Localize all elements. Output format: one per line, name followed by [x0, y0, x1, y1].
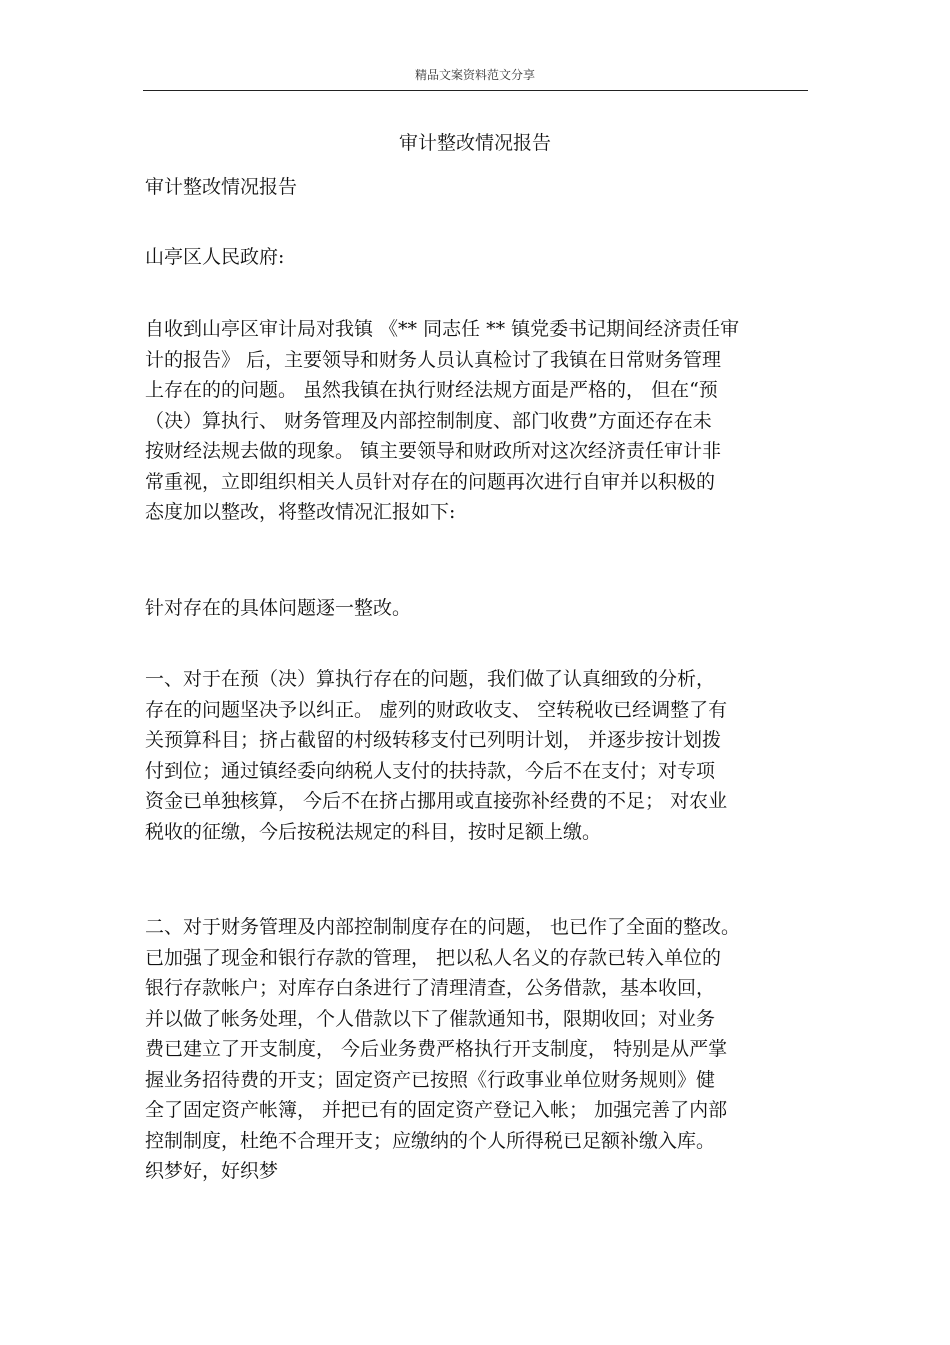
section-1-line: 付到位；通过镇经委向纳税人支付的扶持款，今后不在支付；对专项 — [145, 759, 716, 782]
section-2-line: 握业务招待费的开支；固定资产已按照《行政事业单位财务规则》健 — [145, 1068, 716, 1091]
lead-paragraph — [145, 593, 810, 624]
intro-paragraph — [145, 314, 810, 528]
intro-line: 计的报告》 后，主要领导和财务人员认真检讨了我镇在日常财务管理 — [145, 348, 722, 371]
intro-line: （决）算执行、 财务管理及内部控制制度、部门收费”方面还存在未 — [145, 409, 712, 432]
header-divider — [143, 90, 808, 91]
salutation-line: 山亭区人民政府: — [145, 246, 285, 268]
section-2-line: 银行存款帐户；对库存白条进行了清理清查，公务借款，基本收回， — [145, 977, 716, 999]
intro-line: 上存在的的问题。 虽然我镇在执行财经法规方面是严格的， 但在“预 — [145, 379, 718, 401]
section-2-line: 控制制度，杜绝不合理开支；应缴纳的个人所得税已足额补缴入库。 — [145, 1129, 716, 1152]
section-1-line: 存在的问题坚决予以纠正。 虚列的财政收支、 空转税收已经调整了有 — [145, 698, 728, 721]
section-1-paragraph — [145, 664, 810, 847]
section-1-line: 税收的征缴，今后按税法规定的科目，按时足额上缴。 — [145, 820, 602, 843]
intro-line: 按财经法规去做的现象。 镇主要领导和财政所对这次经济责任审计非 — [145, 440, 722, 462]
document-subtitle — [145, 172, 810, 203]
page-header: 精品文案资料范文分享 — [414, 68, 535, 82]
lead-line: 针对存在的具体问题逐一整改。 — [145, 597, 412, 619]
section-1-line: 一、对于在预（决）算执行存在的问题，我们做了认真细致的分析， — [145, 668, 716, 690]
section-2-line: 费已建立了开支制度， 今后业务费严格执行开支制度， 特别是从严掌 — [145, 1038, 728, 1060]
subtitle-line: 审计整改情况报告 — [145, 176, 298, 198]
intro-line: 常重视，立即组织相关人员针对存在的问题再次进行自审并以积极的 — [145, 470, 716, 493]
section-1-line: 关预算科目；挤占截留的村级转移支付已列明计划， 并逐步按计划拨 — [145, 729, 722, 751]
section-2-line: 已加强了现金和银行存款的管理， 把以私人名义的存款已转入单位的 — [145, 946, 722, 969]
section-2-line: 并以做了帐务处理，个人借款以下了催款通知书，限期收回；对业务 — [145, 1007, 716, 1030]
section-1-line: 资金已单独核算， 今后不在挤占挪用或直接弥补经费的不足； 对农业 — [145, 790, 728, 812]
section-2-line: 织梦好，好织梦 — [145, 1160, 279, 1182]
salutation — [145, 242, 810, 273]
section-2-line: 全了固定资产帐簿， 并把已有的固定资产登记入帐； 加强完善了内部 — [145, 1099, 728, 1121]
intro-line: 态度加以整改，将整改情况汇报如下: — [145, 501, 456, 523]
document-title: 审计整改情况报告 — [398, 132, 551, 154]
section-2-line: 二、对于财务管理及内部控制制度存在的问题， 也已作了全面的整改。 — [145, 916, 741, 938]
intro-line: 自收到山亭区审计局对我镇 《** 同志任 ** 镇党委书记期间经济责任审 — [145, 318, 740, 340]
section-2-paragraph — [145, 912, 810, 1187]
